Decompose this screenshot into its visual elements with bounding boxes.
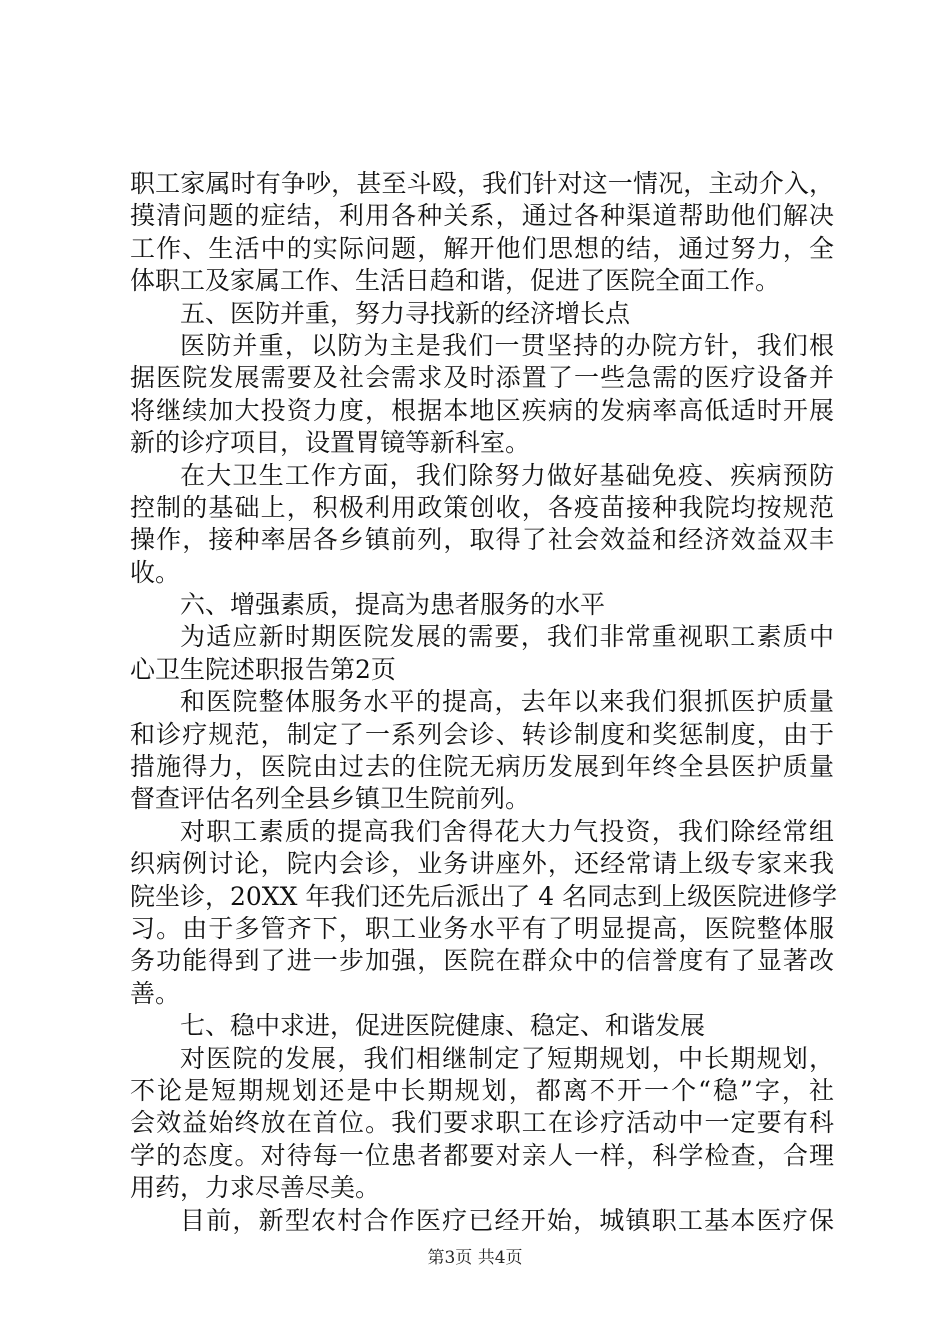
text-line: 新的诊疗项目，设置胃镜等新科室。 [130, 428, 531, 458]
text-line: 职工家属时有争吵，甚至斗殴，我们针对这一情况，主动介入， [130, 169, 834, 198]
section-heading: 六、增强素质，提高为患者服务的水平 [180, 590, 606, 620]
text-line: 善。 [130, 978, 181, 1008]
text-line: 据医院发展需要及社会需求及时添置了一些急需的医疗设备并 [130, 363, 834, 393]
text-line: 督查评估名列全县乡镇卫生院前列。 [130, 784, 531, 814]
text-line: 织病例讨论，院内会诊，业务讲座外，还经常请上级专家来我 [130, 849, 834, 879]
text-line: 为适应新时期医院发展的需要，我们非常重视职工素质中 [180, 622, 834, 652]
text-line: 工作、生活中的实际问题，解开他们思想的结，通过努力，全 [130, 233, 834, 263]
text-line: 院坐诊，20XX 年我们还先后派出了 4 名同志到上级医院进修学 [130, 881, 838, 911]
document-body [130, 168, 838, 1237]
text-line: 控制的基础上，积极利用政策创收，各疫苗接种我院均按规范 [130, 492, 834, 522]
text-line: 对医院的发展，我们相继制定了短期规划，中长期规划， [180, 1043, 834, 1073]
page-footer: 第3页 共4页 [427, 1248, 523, 1268]
text-line: 目前，新型农村合作医疗已经开始，城镇职工基本医疗保 [180, 1205, 834, 1235]
text-line: 不论是短期规划还是中长期规划，都离不开一个“稳”字，社 [130, 1075, 834, 1105]
text-line: 将继续加大投资力度，根据本地区疾病的发病率高低适时开展 [130, 395, 834, 425]
section-heading: 五、医防并重，努力寻找新的经济增长点 [180, 298, 631, 328]
section-heading: 七、稳中求进，促进医院健康、稳定、和谐发展 [180, 1011, 706, 1041]
text-line: 收。 [130, 557, 181, 587]
text-line: 体职工及家属工作、生活日趋和谐，促进了医院全面工作。 [130, 266, 781, 296]
text-line: 在大卫生工作方面，我们除努力做好基础免疫、疾病预防 [180, 460, 834, 490]
text-line: 心卫生院述职报告第2页 [130, 654, 396, 684]
text-line: 和诊疗规范，制定了一系列会诊、转诊制度和奖惩制度，由于 [130, 719, 834, 749]
text-line: 措施得力，医院由过去的住院无病历发展到年终全县医护质量 [130, 752, 834, 782]
text-line: 习。由于多管齐下，职工业务水平有了明显提高，医院整体服 [130, 913, 834, 943]
text-line: 对职工素质的提高我们舍得花大力气投资，我们除经常组 [180, 816, 834, 846]
text-line: 用药，力求尽善尽美。 [130, 1173, 381, 1203]
text-line: 学的态度。对待每一位患者都要对亲人一样，科学检查，合理 [130, 1140, 834, 1170]
text-line: 会效益始终放在首位。我们要求职工在诊疗活动中一定要有科 [130, 1108, 834, 1138]
text-line: 操作，接种率居各乡镇前列，取得了社会效益和经济效益双丰 [130, 525, 834, 555]
text-line: 摸清问题的症结，利用各种关系，通过各种渠道帮助他们解决 [130, 201, 834, 231]
text-line: 和医院整体服务水平的提高，去年以来我们狠抓医护质量 [180, 687, 834, 717]
text-line: 医防并重，以防为主是我们一贯坚持的办院方针，我们根 [180, 330, 834, 360]
text-line: 务功能得到了进一步加强，医院在群众中的信誉度有了显著改 [130, 946, 834, 976]
